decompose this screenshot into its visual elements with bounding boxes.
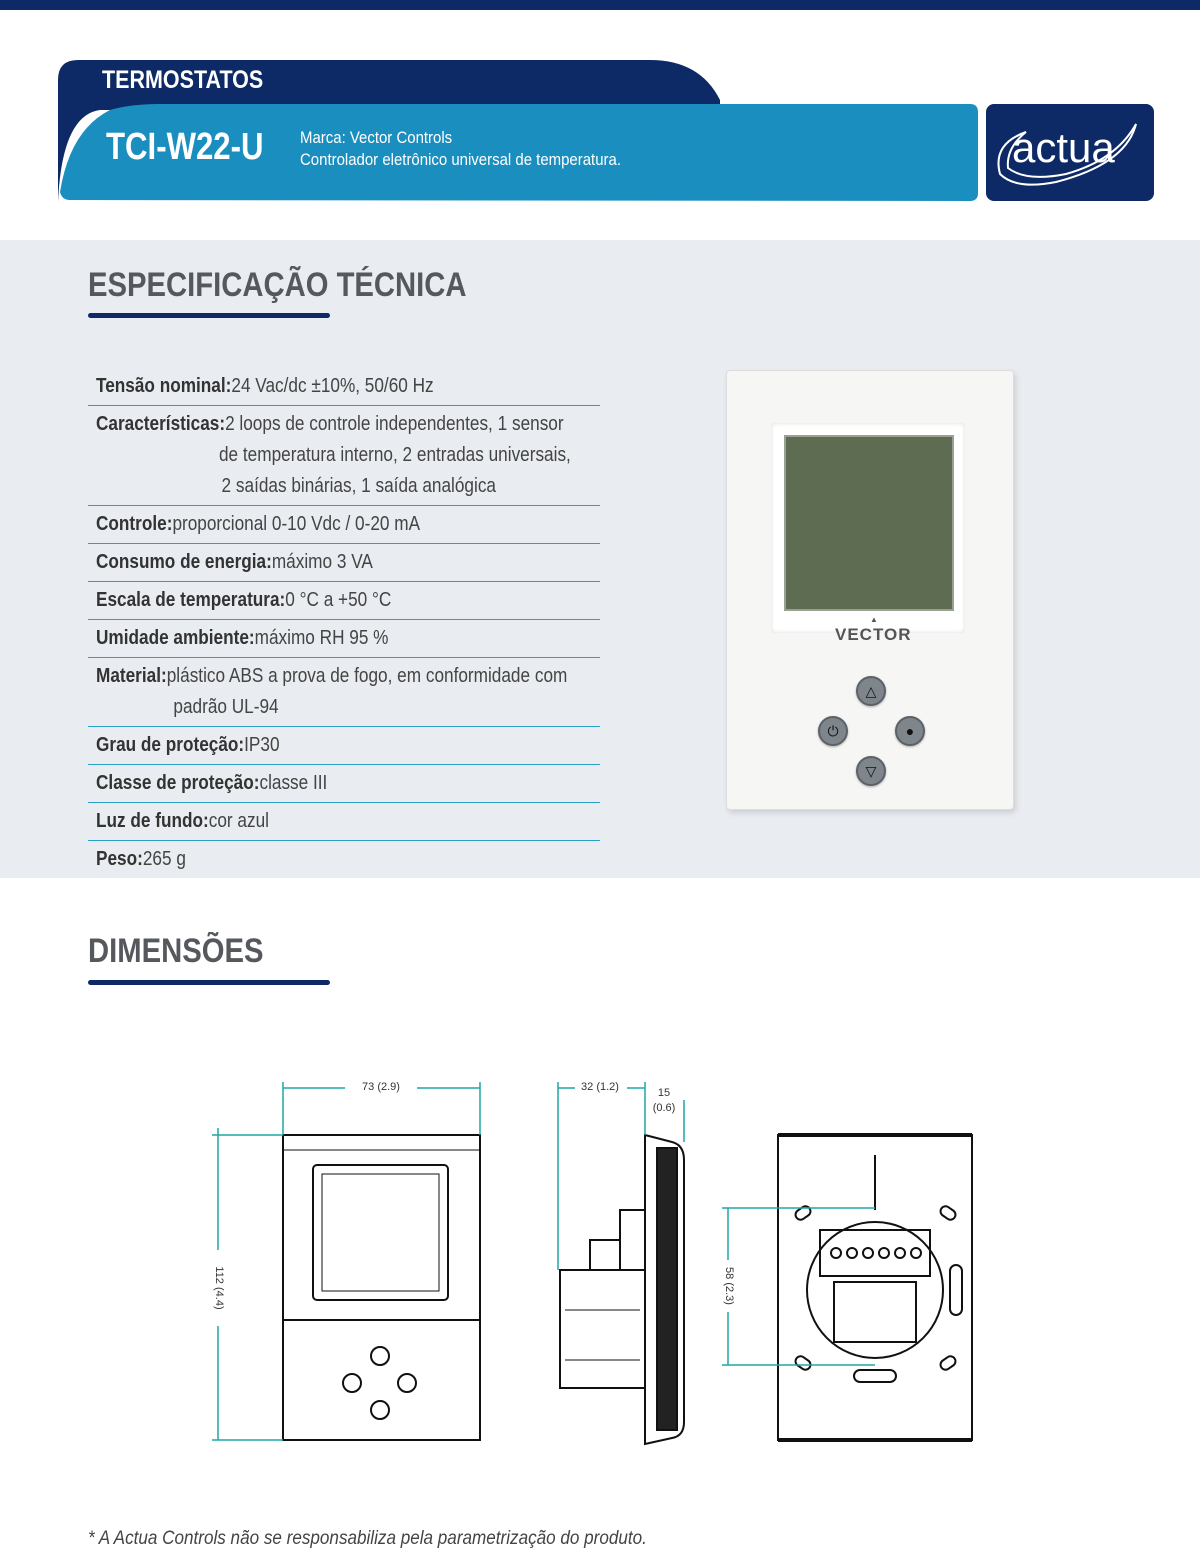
depth-dimension: 32 (1.2) — [581, 1081, 619, 1093]
logo-text: actua — [1012, 124, 1115, 171]
product-photo — [726, 370, 1014, 810]
spec-label: Tensão nominal: — [96, 375, 232, 397]
front-depth-dimension: 15 — [657, 1087, 671, 1099]
lcd-screen — [784, 435, 954, 611]
spec-value-cont: padrão UL-94 — [173, 696, 279, 718]
spec-row — [88, 658, 600, 727]
spec-label: Escala de temperatura: — [96, 589, 286, 611]
spec-row — [88, 582, 600, 620]
vector-logo: VECTOR — [835, 625, 912, 644]
spec-value: máximo RH 95 % — [254, 627, 389, 649]
spec-title-underline — [88, 313, 330, 318]
hole-spacing-dimension: 58 (2.3) — [723, 1267, 735, 1305]
spec-row — [88, 727, 600, 765]
dimension-drawings — [0, 1060, 1200, 1500]
spec-value: plástico ABS a prova de fogo, em conformidade com — [166, 665, 568, 687]
spec-label: Umidade ambiente: — [96, 627, 255, 649]
back-view-drawing — [778, 1135, 972, 1440]
brand-text: Marca: Vector Controls — [300, 128, 453, 147]
spec-value: proporcional 0-10 Vdc / 0-20 mA — [172, 513, 421, 535]
spec-label: Grau de proteção: — [96, 734, 245, 756]
category-label: TERMOSTATOS — [102, 66, 264, 94]
side-view-drawing — [560, 1135, 684, 1444]
spec-row — [88, 765, 600, 803]
spec-label: Controle: — [96, 513, 173, 535]
spec-value: cor azul — [208, 810, 269, 832]
vector-mark-icon: ▲ — [870, 615, 878, 624]
spec-value: máximo 3 VA — [271, 551, 373, 573]
actua-logo — [986, 104, 1154, 201]
spec-value: 24 Vac/dc ±10%, 50/60 Hz — [231, 375, 434, 397]
spec-row — [88, 368, 600, 406]
spec-row — [88, 406, 600, 506]
spec-label: Luz de fundo: — [96, 810, 209, 832]
spec-value-cont: 2 saídas binárias, 1 saída analógica — [221, 475, 496, 497]
spec-table — [88, 368, 600, 878]
model-name: TCI-W22-U — [106, 126, 264, 168]
front-view-drawing — [283, 1135, 480, 1440]
power-icon: ⏻ — [818, 716, 848, 746]
down-icon: ▽ — [856, 756, 886, 786]
spec-label: Características: — [96, 413, 226, 435]
height-dimension: 112 (4.4) — [213, 1266, 225, 1310]
front-depth-dimension-inch: (0.6) — [652, 1102, 676, 1114]
spec-label: Material: — [96, 665, 167, 687]
spec-label: Peso: — [96, 848, 143, 870]
spec-value: IP30 — [244, 734, 280, 756]
spec-value: 265 g — [142, 848, 186, 870]
spec-value: classe III — [259, 772, 328, 794]
spec-label: Classe de proteção: — [96, 772, 260, 794]
spec-row — [88, 620, 600, 658]
display-bezel — [771, 423, 965, 633]
dot-icon: ● — [895, 716, 925, 746]
spec-label: Consumo de energia: — [96, 551, 272, 573]
spec-value: 0 °C a +50 °C — [285, 589, 392, 611]
footnote: * A Actua Controls não se responsabiliza pela parametrização do produto. — [88, 1528, 647, 1549]
spec-value-cont: de temperatura interno, 2 entradas universais, — [218, 444, 571, 466]
up-icon: △ — [856, 676, 886, 706]
spec-row — [88, 544, 600, 582]
spec-row — [88, 841, 600, 878]
spec-value: 2 loops de controle independentes, 1 sensor — [225, 413, 564, 435]
spec-row — [88, 803, 600, 841]
spec-title: ESPECIFICAÇÃO TÉCNICA — [88, 266, 467, 304]
spec-row — [88, 506, 600, 544]
dimensions-title-underline — [88, 980, 330, 985]
dimensions-title: DIMENSÕES — [88, 932, 264, 970]
width-dimension: 73 (2.9) — [362, 1081, 400, 1093]
product-description: Controlador eletrônico universal de temperatura. — [300, 150, 621, 169]
